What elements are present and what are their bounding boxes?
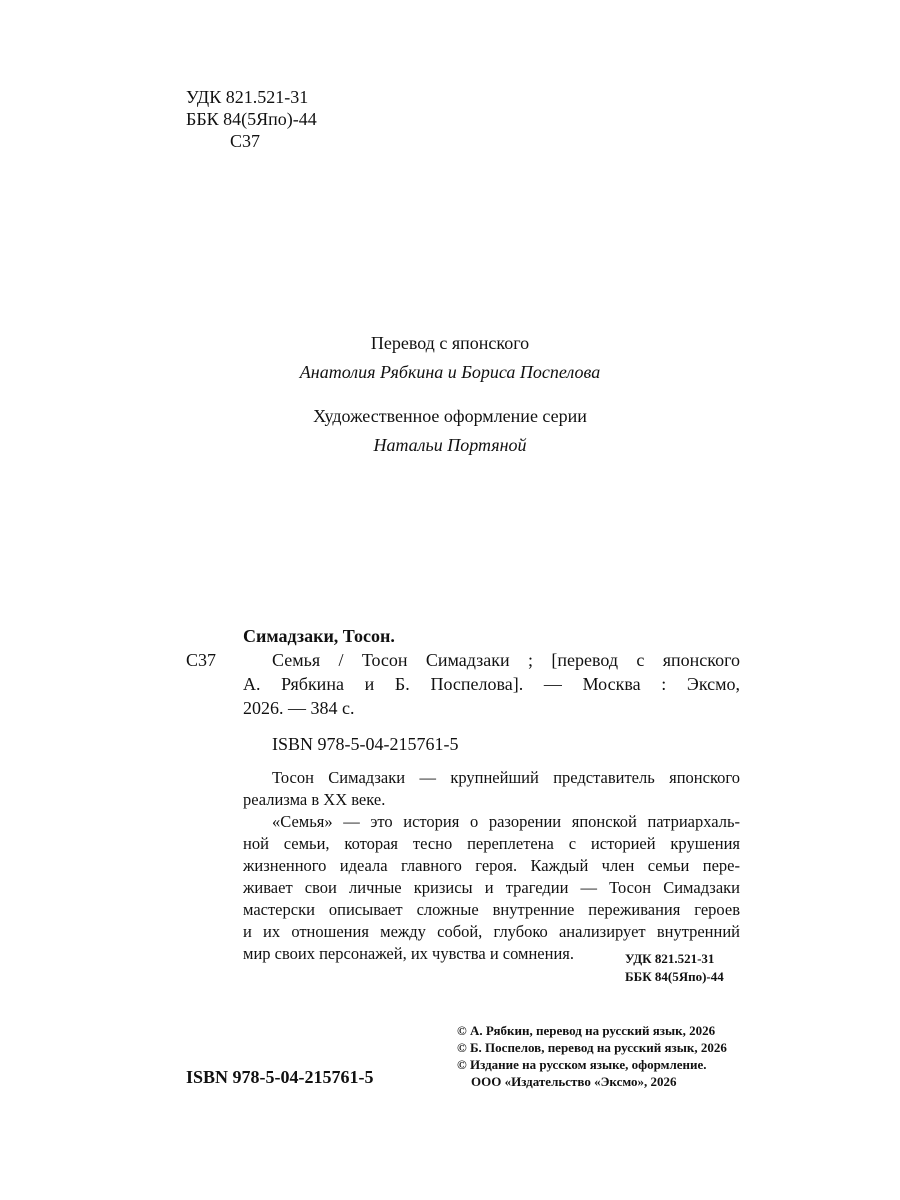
design-label: Художественное оформление серии	[313, 406, 587, 426]
copyright-line: © Б. Поспелов, перевод на русский язык, 2026	[457, 1040, 727, 1055]
copyright-line: © А. Рябкин, перевод на русский язык, 2026	[457, 1023, 716, 1038]
copyright-line: © Издание на русском языке, оформление.	[457, 1057, 707, 1072]
annotation-line: ной семьи, которая тесно переплетена с историей крушения	[243, 834, 740, 853]
annotation-line: мастерски описывает сложные внутренние переживания героев	[243, 900, 740, 919]
bbk-code-top: ББК 84(5Япо)-44	[186, 109, 317, 129]
catalog-entry	[243, 649, 740, 719]
copyright-block	[457, 1022, 727, 1090]
catalog-entry-line: А. Рябкина и Б. Поспелова]. — Москва : Эксмо,	[243, 674, 740, 694]
annotation-line: «Семья» — это история о разорении японской патриархаль-	[272, 812, 740, 831]
udk-code-top: УДК 821.521-31	[186, 87, 309, 107]
author-mark-top: С37	[230, 131, 261, 151]
catalog-isbn: ISBN 978-5-04-215761-5	[272, 734, 459, 754]
catalog-entry-line: Семья / Тосон Симадзаки ; [перевод с японского	[272, 650, 740, 670]
annotation-line: и их отношения между собой, глубоко анализирует внутренний	[243, 922, 740, 941]
catalog-entry-line: 2026. — 384 с.	[243, 698, 355, 718]
annotation-line: мир своих персонажей, их чувства и сомнения.	[243, 944, 575, 963]
bbk-code-bottom: ББК 84(5Япо)-44	[625, 969, 724, 984]
copyright-line: ООО «Издательство «Эксмо», 2026	[471, 1074, 677, 1089]
translation-label: Перевод с японского	[370, 333, 530, 353]
udk-code-bottom: УДК 821.521-31	[625, 951, 715, 966]
isbn-bottom: ISBN 978-5-04-215761-5	[186, 1067, 374, 1087]
annotation-line: Тосон Симадзаки — крупнейший представитель японского	[272, 768, 740, 787]
annotation-line: жизненного идеала главного героя. Каждый член семьи пере-	[243, 856, 740, 875]
annotation-line: реализма в XX веке.	[243, 790, 386, 809]
annotation	[243, 767, 740, 964]
translators: Анатолия Рябкина и Бориса Поспелова	[299, 362, 601, 382]
annotation-line: живает свои личные кризисы и трагедии — Тосон Симадзаки	[243, 878, 740, 897]
catalog-author-heading: Симадзаки, Тосон.	[243, 626, 395, 646]
designer: Натальи Портяной	[373, 435, 527, 455]
catalog-mark: С37	[186, 650, 217, 670]
